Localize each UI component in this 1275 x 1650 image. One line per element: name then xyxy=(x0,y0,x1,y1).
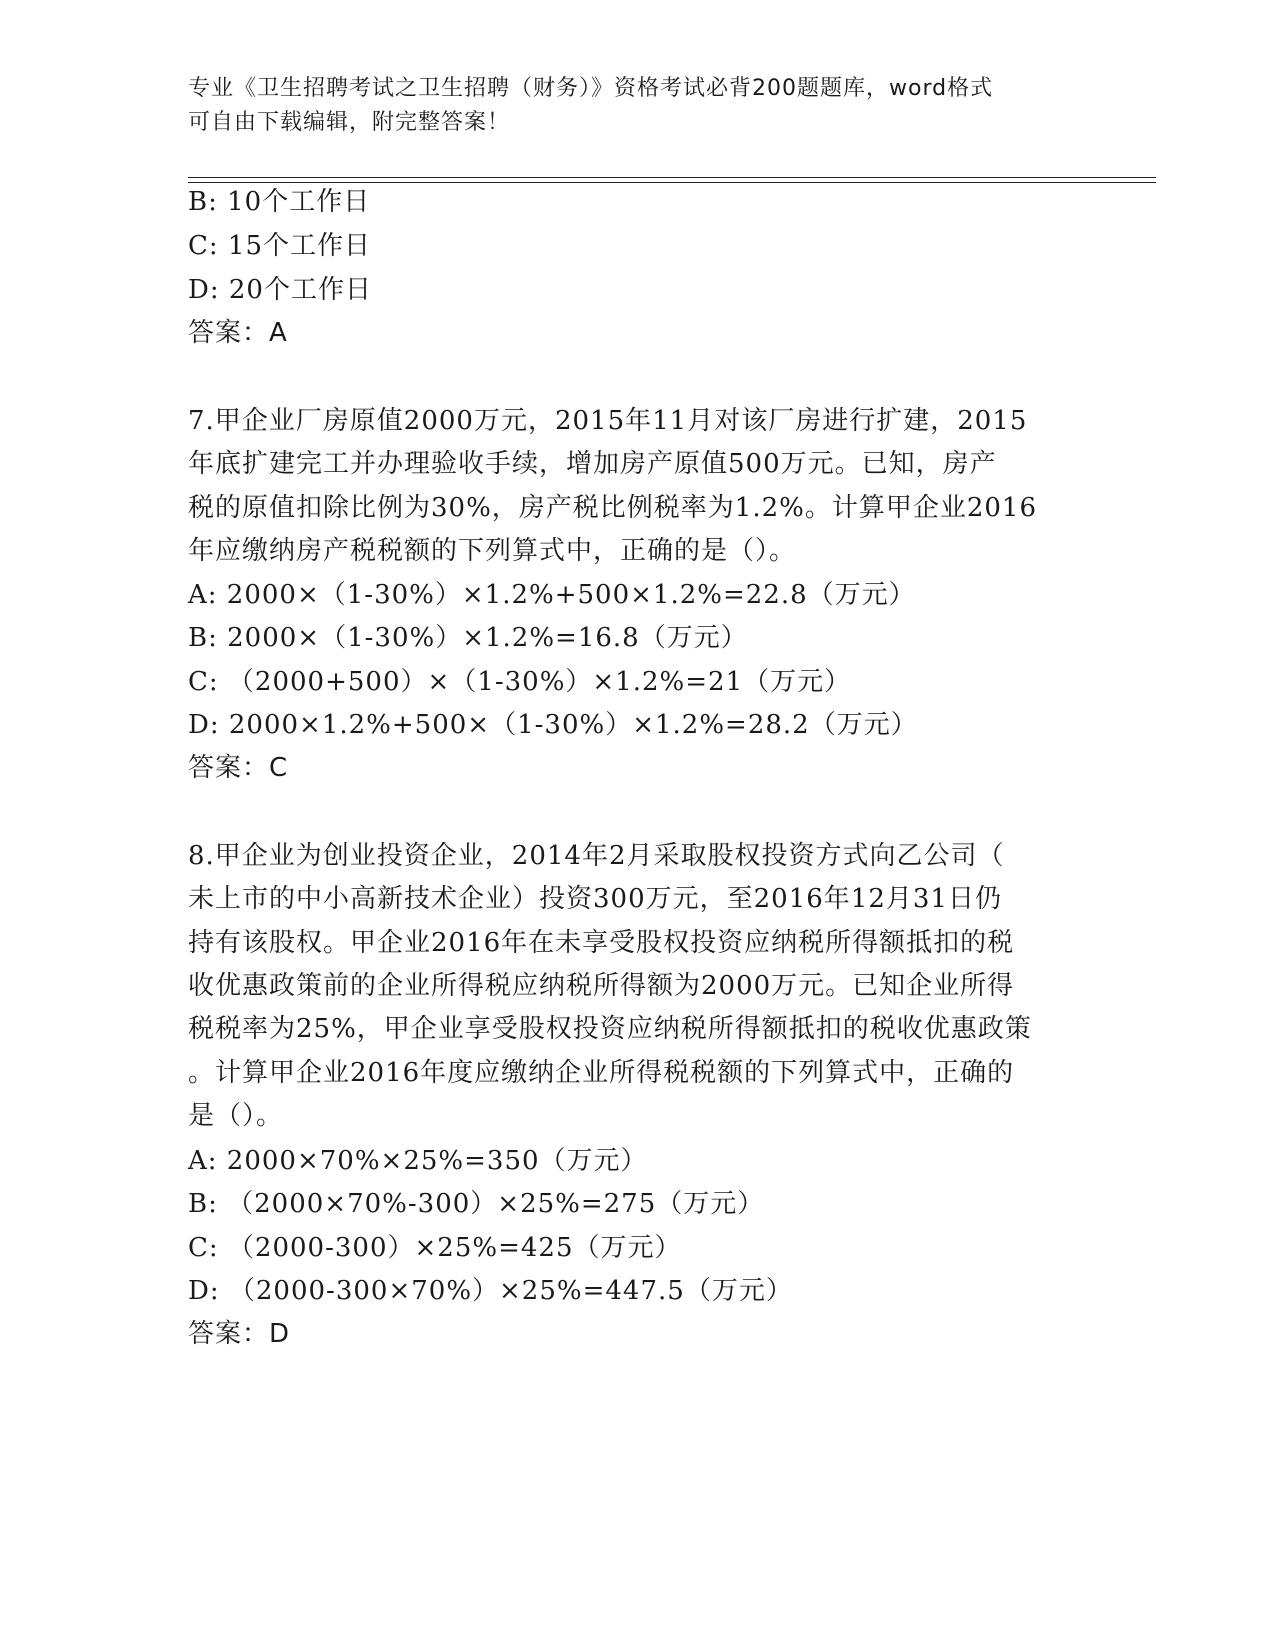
q7-option-a: A: 2000×（1-30%）×1.2%+500×1.2%=22.8（万元） xyxy=(188,580,916,610)
q8-option-a: A: 2000×70%×25%=350（万元） xyxy=(188,1146,648,1176)
prev-option-c: C: 15个工作日 xyxy=(188,231,372,261)
q7-stem-line-4: 年应缴纳房产税税额的下列算式中，正确的是（）。 xyxy=(188,536,797,566)
q8-stem-line-5: 税税率为25%，甲企业享受股权投资应纳税所得额抵扣的税收优惠政策 xyxy=(188,1014,1032,1044)
q8-stem-line-2: 未上市的中小高新技术企业）投资300万元，至2016年12月31日仍 xyxy=(188,884,1002,914)
q7-stem-line-3: 税的原值扣除比例为30%，房产税比例税率为1.2%。计算甲企业2016 xyxy=(188,493,1038,523)
q7-option-b: B: 2000×（1-30%）×1.2%=16.8（万元） xyxy=(188,623,748,653)
q7-answer: 答案：C xyxy=(188,753,289,783)
q8-answer: 答案：D xyxy=(188,1319,291,1349)
q7-option-c: C: （2000+500）×（1-30%）×1.2%=21（万元） xyxy=(188,667,852,697)
prev-option-b: B: 10个工作日 xyxy=(188,187,371,217)
q8-stem-line-1: 8.甲企业为创业投资企业，2014年2月采取股权投资方式向乙公司（ xyxy=(188,841,1005,871)
prev-option-d: D: 20个工作日 xyxy=(188,275,372,305)
q8-option-c: C: （2000-300）×25%=425（万元） xyxy=(188,1233,682,1263)
q7-stem-line-1: 7.甲企业厂房原值2000万元，2015年11月对该厂房进行扩建，2015 xyxy=(188,406,1028,436)
q8-option-b: B: （2000×70%-300）×25%=275（万元） xyxy=(188,1189,765,1219)
document-header xyxy=(188,72,1088,140)
q8-stem-line-3: 持有该股权。甲企业2016年在未享受股权投资应纳税所得额抵扣的税 xyxy=(188,928,1015,958)
header-title-line-2: 可自由下载编辑，附完整答案！ xyxy=(188,110,511,135)
header-title-line-1: 专业《卫生招聘考试之卫生招聘（财务）》资格考试必背200题题库，word格式 xyxy=(188,76,994,101)
prev-answer: 答案：A xyxy=(188,318,288,348)
q7-option-d: D: 2000×1.2%+500×（1-30%）×1.2%=28.2（万元） xyxy=(188,710,918,740)
header-divider-top xyxy=(188,177,1156,178)
q7-stem-line-2: 年底扩建完工并办理验收手续，增加房产原值500万元。已知，房产 xyxy=(188,449,997,479)
q8-option-d: D: （2000-300×70%）×25%=447.5（万元） xyxy=(188,1276,793,1306)
q8-stem-line-6: 。计算甲企业2016年度应缴纳企业所得税税额的下列算式中，正确的 xyxy=(188,1058,1015,1088)
q8-stem-line-4: 收优惠政策前的企业所得税应纳税所得额为2000万元。已知企业所得 xyxy=(188,971,1015,1001)
q8-stem-line-7: 是（）。 xyxy=(188,1101,284,1131)
